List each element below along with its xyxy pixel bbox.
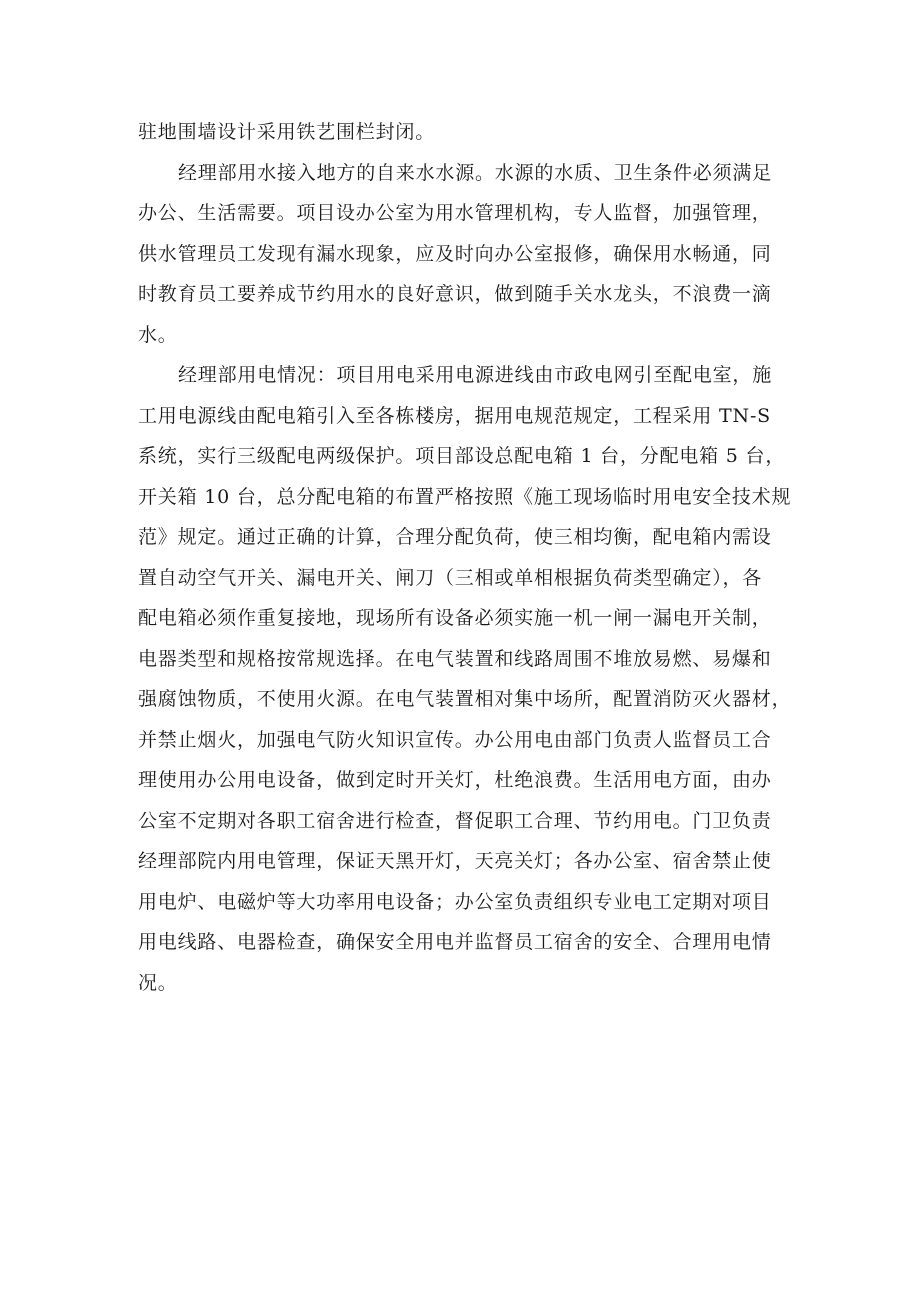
text-line: 理使用办公用电设备，做到定时开关灯，杜绝浪费。生活用电方面，由办 (138, 769, 772, 791)
body-text (138, 112, 792, 1003)
text-line: 置自动空气开关、漏电开关、闸刀（三相或单相根据负荷类型确定），各 (138, 566, 763, 589)
text-line: 用电线路、电器检查，确保安全用电并监督员工宿舍的安全、合理用电情 (138, 931, 772, 953)
text-line: 办公、生活需要。项目设办公室为用水管理机构，专人监督，加强管理， (138, 202, 772, 224)
text-line: 电器类型和规格按常规选择。在电气装置和线路周围不堆放易燃、易爆和 (138, 647, 772, 670)
text-line: 水。 (138, 323, 178, 346)
text-line: 公室不定期对各职工宿舍进行检查，督促职工合理、节约用电。门卫负责 (138, 809, 772, 832)
paragraph-first-line: 经理部用电情况：项目用电采用电源进线由市政电网引至配电室，施 (178, 364, 773, 386)
text-line: 强腐蚀物质，不使用火源。在电气装置相对集中场所，配置消防灭火器材， (138, 688, 792, 710)
text-line: 驻地围墙设计采用铁艺围栏封闭。 (138, 121, 436, 143)
text-line: 经理部院内用电管理，保证天黑开灯，天亮关灯；各办公室、宿舍禁止使 (138, 850, 772, 872)
text-line: 系统，实行三级配电两级保护。项目部设总配电箱 1 台，分配电箱 5 台， (138, 445, 786, 467)
text-line: 用电炉、电磁炉等大功率用电设备；办公室负责组织专业电工定期对项目 (138, 890, 772, 913)
text-line: 并禁止烟火，加强电气防火知识宣传。办公用电由部门负责人监督员工合 (138, 728, 772, 751)
text-line: 配电箱必须作重复接地，现场所有设备必须实施一机一闸一漏电开关制， (138, 607, 772, 629)
text-line: 时教育员工要养成节约用水的良好意识，做到随手关水龙头，不浪费一滴 (138, 283, 772, 305)
text-line: 工用电源线由配电箱引入至各栋楼房，据用电规范规定，工程采用 TN-S (138, 404, 771, 427)
text-line: 供水管理员工发现有漏水现象，应及时向办公室报修，确保用水畅通，同 (138, 242, 772, 265)
text-line: 开关箱 10 台，总分配电箱的布置严格按照《施工现场临时用电安全技术规 (138, 485, 792, 508)
text-line: 范》规定。通过正确的计算，合理分配负荷，使三相均衡，配电箱内需设 (138, 526, 772, 548)
text-line: 况。 (138, 971, 178, 994)
paragraph-first-line: 经理部用水接入地方的自来水水源。水源的水质、卫生条件必须满足 (178, 161, 773, 184)
